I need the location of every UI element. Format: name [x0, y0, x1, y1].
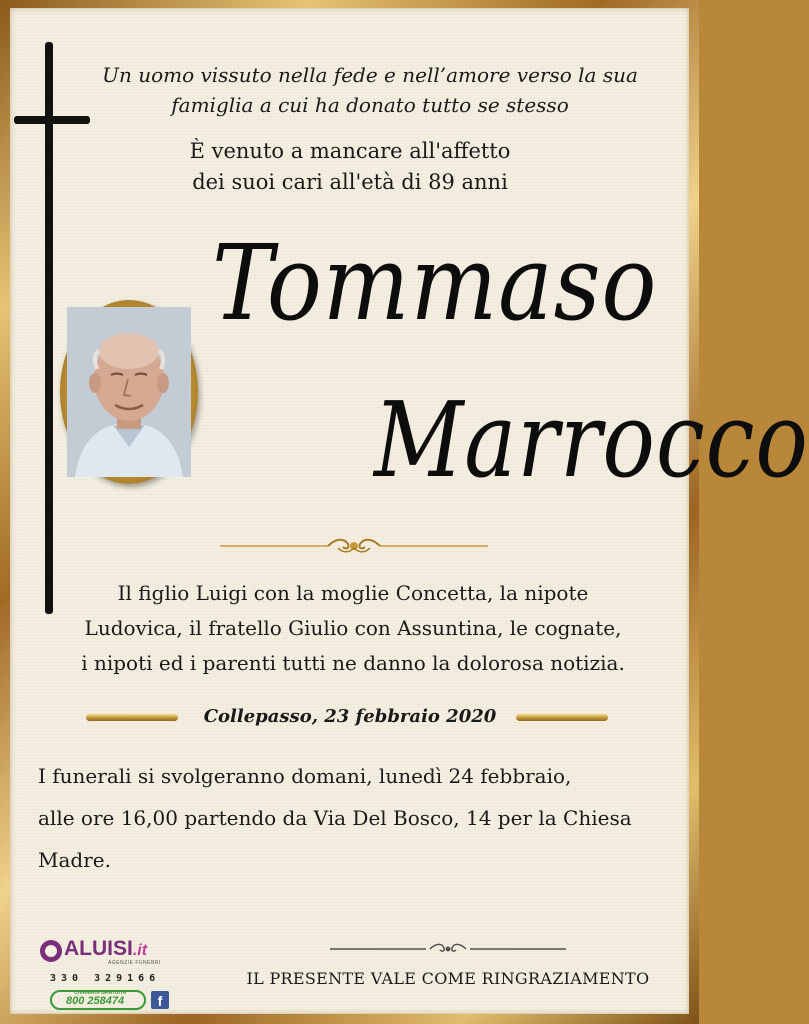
- gold-bar-right: [516, 714, 608, 721]
- flourish-divider-icon: [220, 536, 488, 556]
- funeral-line: I funerali si svolgeranno domani, lunedì 24 febbraio,: [38, 764, 572, 788]
- free-call-number: 800 258474: [66, 995, 125, 1007]
- free-call-label: CHIAMATA GRATUITA: [74, 990, 127, 996]
- place-and-date: Collepasso, 23 febbraio 2020: [203, 706, 497, 727]
- deceased-last-name: Marrocco: [374, 379, 809, 501]
- family-line: i nipoti ed i parenti tutti ne danno la dolorosa notizia.: [81, 651, 625, 675]
- intro-line: famiglia a cui ha donato tutto se stesso: [171, 93, 569, 117]
- deceased-first-name: Tommaso: [212, 222, 658, 344]
- funeral-details: [38, 755, 668, 881]
- portrait-frame: [60, 300, 198, 484]
- intro-dedication: [70, 60, 670, 120]
- portrait-photo: [67, 307, 191, 477]
- funeral-line: Madre.: [38, 848, 111, 872]
- family-line: Ludovica, il fratello Giulio con Assuntina, le cognate,: [84, 616, 622, 640]
- age-line: È venuto a mancare all'affetto: [189, 139, 511, 163]
- age-line: dei suoi cari all'età di 89 anni: [192, 170, 508, 194]
- funeral-line: alle ore 16,00 partendo da Via Del Bosco, 14 per la Chiesa: [38, 806, 632, 830]
- agency-tagline: AGENZIE FUNEBRI: [108, 960, 161, 966]
- intro-line: Un uomo vissuto nella fede e nell’amore verso la sua: [102, 63, 638, 87]
- agency-phone: 330 329166: [50, 973, 161, 984]
- agency-mark-icon: [40, 940, 62, 962]
- thanks-divider-icon: [330, 942, 566, 956]
- agency-name: ALUISI.it: [64, 937, 148, 960]
- thanks-note: IL PRESENTE VALE COME RINGRAZIAMENTO: [246, 969, 650, 988]
- facebook-icon[interactable]: f: [151, 991, 169, 1009]
- family-announcement: [58, 576, 648, 681]
- family-line: Il figlio Luigi con la moglie Concetta, la nipote: [117, 581, 589, 605]
- cross-icon-vertical: [45, 42, 53, 614]
- agency-logo[interactable]: [40, 937, 180, 1014]
- gold-bar-left: [86, 714, 178, 721]
- free-call-badge: [50, 990, 146, 1010]
- age-announcement: [70, 136, 630, 198]
